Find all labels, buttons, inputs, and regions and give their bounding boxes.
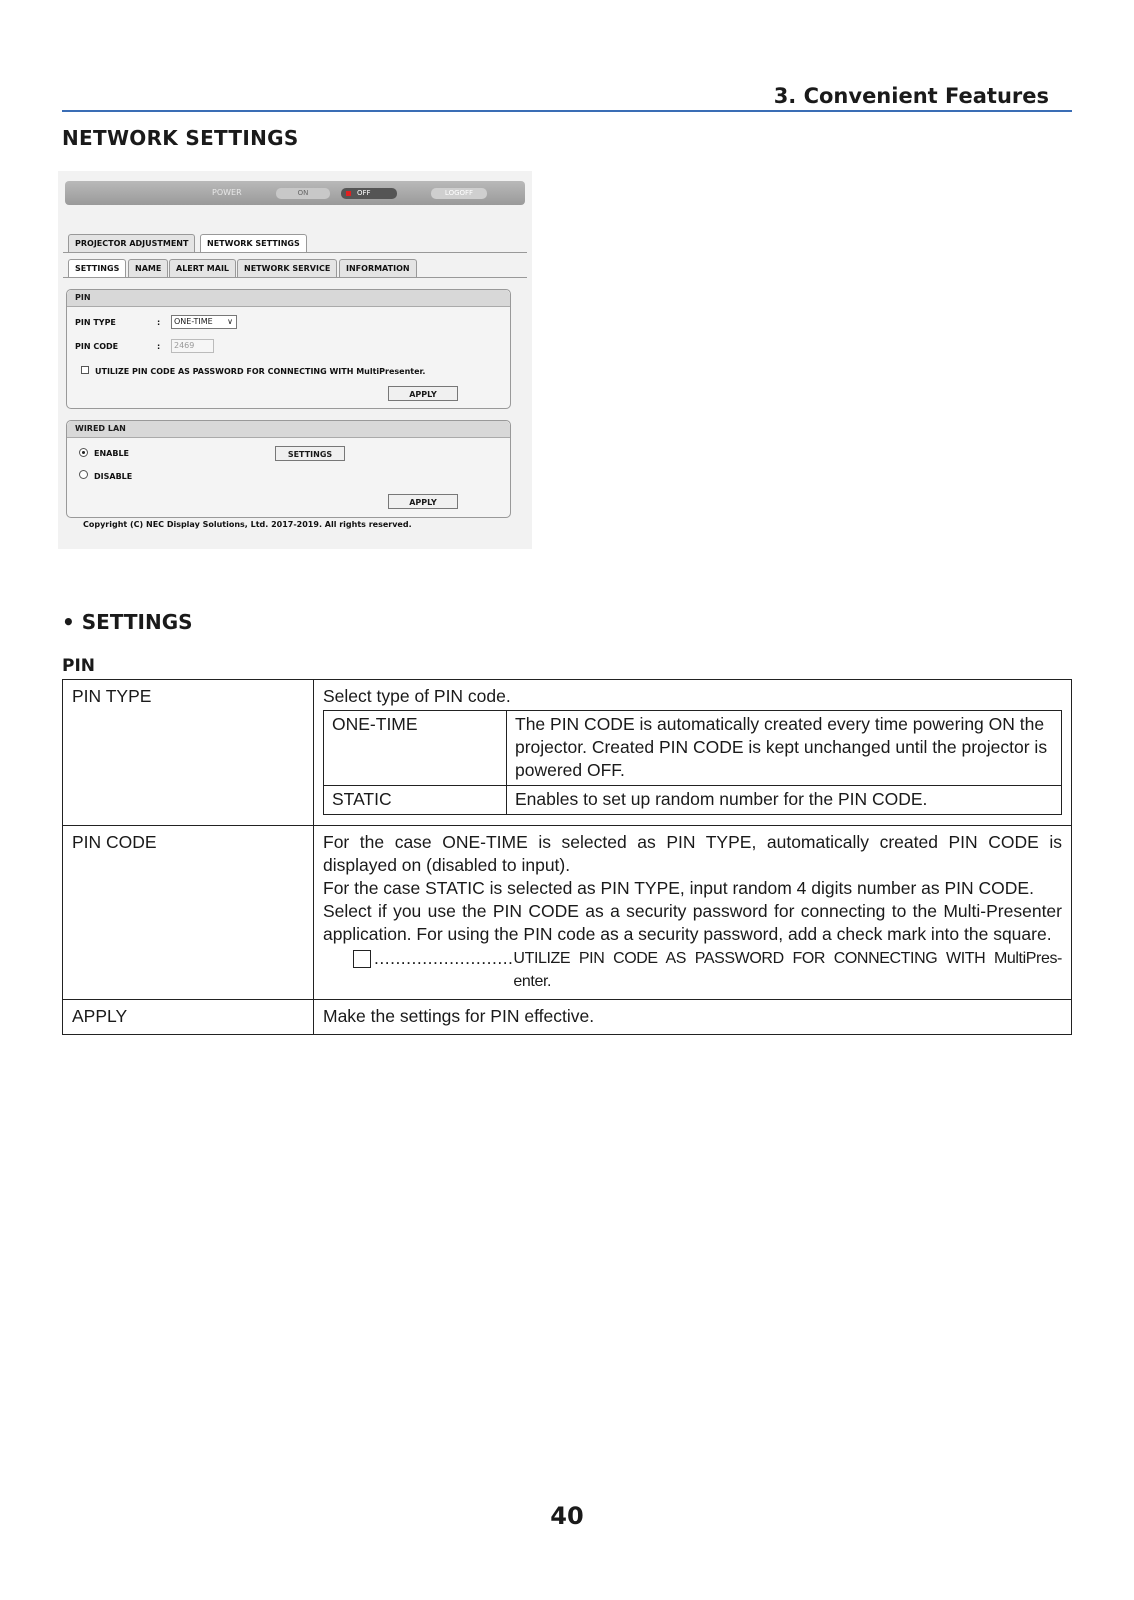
pin-heading: PIN <box>62 656 96 676</box>
table-row <box>63 826 1072 1000</box>
copyright: Copyright (C) NEC Display Solutions, Ltd. 2017-2019. All rights reserved. <box>83 520 412 529</box>
wired-lan-group <box>66 420 511 518</box>
subtab-name[interactable]: NAME <box>128 259 168 277</box>
network-settings-screenshot <box>58 171 532 549</box>
option-name: ONE-TIME <box>324 711 507 786</box>
option-desc: The PIN CODE is automatically created every time powering ON the projector. Created PIN CODE is kept unchanged until the projector is powered OFF. <box>507 711 1062 786</box>
table-row <box>63 680 1072 826</box>
pin-settings-table <box>62 679 1072 1035</box>
utilize-pin-checkbox[interactable] <box>81 366 89 374</box>
pin-type-label: PIN TYPE <box>75 318 116 327</box>
pin-type-options-table <box>323 710 1062 815</box>
disable-label: DISABLE <box>94 472 133 481</box>
pin-type-select[interactable]: ONE-TIME ∨ <box>171 315 237 329</box>
subtab-alert-mail[interactable]: ALERT MAIL <box>169 259 236 277</box>
pin-group: PIN PIN TYPE : ONE-TIME ∨ PIN CODE : 2469 UTILIZE PIN CODE AS PASSWORD FOR CONNECTING WITH MultiPresenter. APPLY <box>66 289 511 409</box>
pin-code-input[interactable]: 2469 <box>171 339 214 353</box>
section-title: NETWORK SETTINGS <box>62 126 299 150</box>
pin-type-cell: PIN TYPE <box>63 680 314 826</box>
power-label: POWER <box>212 188 242 197</box>
pin-apply-button[interactable]: APPLY <box>388 386 458 401</box>
off-indicator-icon <box>346 191 351 196</box>
logoff-button[interactable]: LOGOFF <box>431 188 487 199</box>
power-bar <box>65 181 525 205</box>
option-desc: Enables to set up random number for the PIN CODE. <box>507 786 1062 815</box>
power-off-button[interactable]: OFF <box>341 188 397 199</box>
enable-label: ENABLE <box>94 449 130 458</box>
table-row <box>324 786 1062 815</box>
pin-type-desc-cell: Select type of PIN code. ONE-TIME The PIN CODE is automatically created every time powering ON the projector. Created PIN CODE is kept unchanged until the projector is powered OFF. STATIC Enables to set up random number for the PIN CODE. <box>314 680 1072 826</box>
tab-projector-adjustment[interactable]: PROJECTOR ADJUSTMENT <box>68 234 195 252</box>
wired-lan-title: WIRED LAN <box>67 421 510 438</box>
disable-radio[interactable] <box>79 470 88 479</box>
pin-group-title: PIN <box>67 290 510 307</box>
pin-code-label: PIN CODE <box>75 342 119 351</box>
subtab-network-service[interactable]: NETWORK SERVICE <box>237 259 337 277</box>
header-rule <box>62 110 1072 112</box>
apply-cell: APPLY <box>63 1000 314 1035</box>
power-on-button[interactable]: ON <box>276 188 330 199</box>
table-row <box>63 1000 1072 1035</box>
enable-radio[interactable] <box>79 448 88 457</box>
chapter-title: 3. Convenient Features <box>773 84 1049 108</box>
apply-desc-cell: Make the settings for PIN effective. <box>314 1000 1072 1035</box>
settings-heading: • SETTINGS <box>62 610 193 634</box>
chevron-down-icon: ∨ <box>227 317 233 326</box>
pin-code-desc-cell: For the case ONE-TIME is selected as PIN TYPE, automatically created PIN CODE is displayed on (disabled to input). For the case STATIC is selected as PIN TYPE, input random 4 digits number as PIN CODE. Select if you use the PIN CODE as a security password for connecting to the Multi-Presenter application. For using the PIN code as a security password, add a check mark into the square. .......................... UTILIZE PIN CODE AS PASSWORD FOR CONNECTING WITH MultiPres-enter. <box>314 826 1072 1000</box>
pin-code-cell: PIN CODE <box>63 826 314 1000</box>
check-mark-note: .......................... UTILIZE PIN CODE AS PASSWORD FOR CONNECTING WITH MultiPres-enter. <box>353 947 1062 993</box>
checkbox-icon <box>353 950 371 968</box>
utilize-pin-label: UTILIZE PIN CODE AS PASSWORD FOR CONNECTING WITH MultiPresenter. <box>95 367 426 376</box>
page-number: 40 <box>550 1502 584 1530</box>
table-row <box>324 711 1062 786</box>
wired-apply-button[interactable]: APPLY <box>388 494 458 509</box>
tab-network-settings[interactable]: NETWORK SETTINGS <box>200 234 307 252</box>
option-name: STATIC <box>324 786 507 815</box>
subtab-settings[interactable]: SETTINGS <box>68 259 126 277</box>
subtab-information[interactable]: INFORMATION <box>339 259 417 277</box>
wired-settings-button[interactable]: SETTINGS <box>275 446 345 461</box>
